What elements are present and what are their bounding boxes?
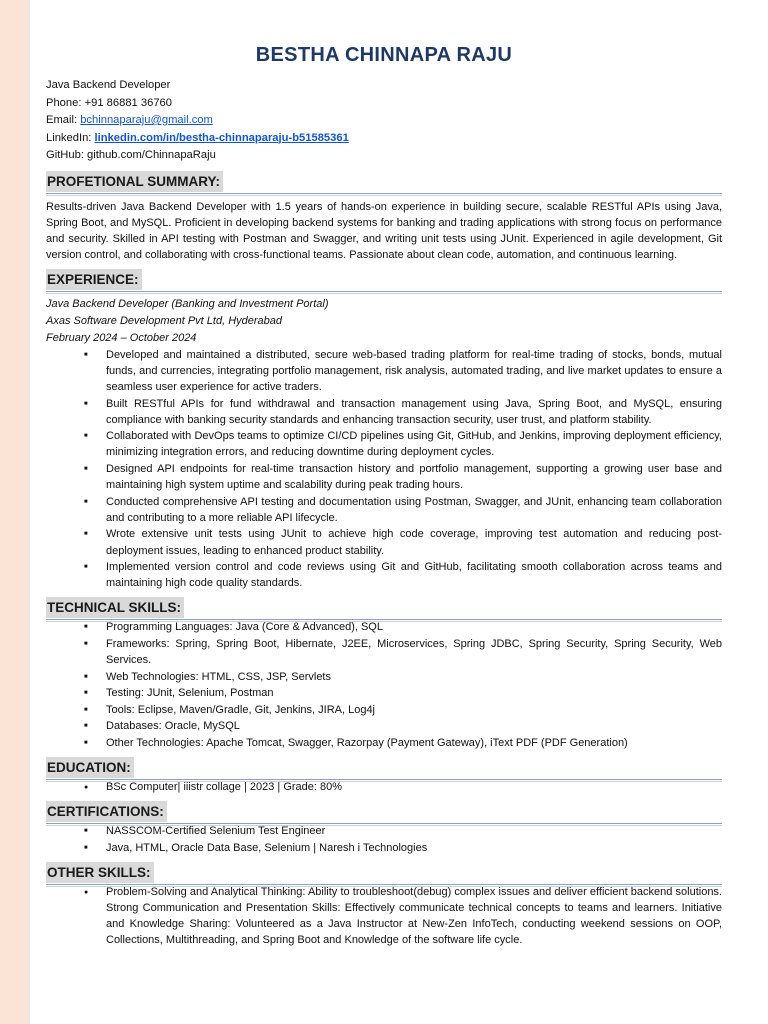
page-edge [28, 0, 30, 1024]
square-bullet-icon [84, 718, 88, 736]
other-skills-title: OTHER SKILLS: [46, 862, 154, 883]
experience-bullet [46, 494, 722, 526]
job-position: Java Backend Developer (Banking and Investment Portal) [46, 297, 329, 310]
square-bullet-icon [84, 735, 88, 753]
phone-label: Phone: [46, 96, 85, 109]
skill-item [46, 718, 722, 734]
experience-heading [46, 269, 722, 291]
skills-title: TECHNICAL SKILLS: [46, 597, 184, 618]
experience-bullet [46, 396, 722, 428]
square-bullet-icon [84, 428, 88, 446]
github-value: github.com/ChinnapaRaju [87, 149, 216, 161]
square-bullet-icon [84, 685, 88, 703]
experience-header [46, 296, 722, 347]
square-bullet-icon [84, 461, 88, 479]
summary-text: Results-driven Java Backend Developer with 1.5 years of hands-on experience in building secure, scalable RESTful APIs using Java, Spring Boot, and MySQL. Proficient in developing backend systems for banking and trading applications with strong focus on performance and security. Skilled in API testing with Postman and Swagger, and writing unit tests using JUnit. Experienced in agile development, Git version control, and collaborating with cross-functional teams. Passionate about clean code, automation, and continuous learning. [46, 200, 722, 261]
skill-text: Programming Languages: Java (Core & Advanced), SQL [106, 621, 383, 634]
square-bullet-icon [84, 823, 88, 841]
job-dates: February 2024 – October 2024 [46, 331, 197, 344]
role-line: Java Backend Developer [46, 79, 171, 91]
bullet-text: Designed API endpoints for real-time transaction history and portfolio management, supporting a growing user base and maintaining high system uptime and scalability during peak trading hours. [106, 463, 722, 492]
bullet-text: Built RESTful APIs for fund withdrawal and transaction management using Java, Spring Boot, and MySQL, ensuring compliance with banking security standards and enhancing transaction security, user trust, and platform stability. [106, 397, 722, 426]
skill-item [46, 619, 722, 635]
square-bullet-icon [84, 526, 88, 544]
certification-item [46, 823, 722, 839]
bullet-text: Implemented version control and code reviews using Git and GitHub, facilitating smooth collaboration across teams and maintaining high code quality standards. [106, 561, 722, 590]
certifications-list [46, 823, 722, 856]
certifications-title: CERTIFICATIONS: [46, 801, 167, 822]
linkedin-link[interactable]: linkedin.com/in/bestha-chinnaparaju-b51585361 [94, 131, 349, 144]
other-skills-heading [46, 862, 722, 884]
other-skill-item [46, 884, 722, 948]
skills-heading [46, 597, 722, 619]
bullet-text: Conducted comprehensive API testing and documentation using Postman, Swagger, and JUnit, enhancing team collaboration and contributing to a more reliable API lifecycle. [106, 495, 722, 524]
skill-text: Databases: Oracle, MySQL [106, 720, 240, 733]
email-line [46, 112, 722, 130]
certification-item [46, 840, 722, 856]
skill-item [46, 685, 722, 701]
square-bullet-icon [84, 702, 88, 720]
certification-text: Java, HTML, Oracle Data Base, Selenium | Naresh i Technologies [106, 841, 428, 854]
education-text: BSc Computer| iiistr collage | 2023 | Grade: 80% [106, 781, 343, 794]
round-bullet-icon [84, 884, 88, 902]
square-bullet-icon [84, 396, 88, 414]
experience-title: EXPERIENCE: [46, 269, 142, 290]
candidate-name: BESTHA CHINNAPA RAJU [255, 44, 513, 66]
section-rule-shadow [46, 293, 722, 294]
left-margin-band [0, 0, 28, 1024]
linkedin-line [46, 130, 722, 148]
skill-text: Other Technologies: Apache Tomcat, Swagger, Razorpay (Payment Gateway), iText PDF (PDF Generation) [106, 736, 628, 749]
skill-text: Tools: Eclipse, Maven/Gradle, Git, Jenkins, JIRA, Log4j [106, 703, 376, 716]
round-bullet-icon [84, 779, 88, 797]
summary-title: PROFETIONAL SUMMARY: [46, 171, 223, 192]
github-line [46, 147, 722, 165]
bullet-text: Collaborated with DevOps teams to optimize CI/CD pipelines using Git, GitHub, and Jenkins, improving deployment efficiency, minimizing integration errors, and reducing downtime during deployment cycles. [106, 430, 722, 459]
skill-item [46, 702, 722, 718]
section-rule [46, 291, 722, 292]
certification-text: NASSCOM-Certified Selenium Test Engineer [106, 825, 326, 838]
education-heading [46, 757, 722, 779]
job-company: Axas Software Development Pvt Ltd, Hyderabad [46, 314, 283, 327]
skill-text: Testing: JUnit, Selenium, Postman [106, 687, 274, 700]
education-list [46, 779, 722, 795]
education-item [46, 779, 722, 795]
square-bullet-icon [84, 494, 88, 512]
email-link[interactable]: bchinnaparaju@gmail.com [80, 114, 213, 126]
contact-block [46, 77, 722, 165]
skill-text: Web Technologies: HTML, CSS, JSP, Servlets [106, 670, 331, 683]
skill-item [46, 636, 722, 668]
other-skills-list [46, 884, 722, 948]
certifications-heading [46, 801, 722, 823]
bullet-text: Developed and maintained a distributed, secure web-based trading platform for real-time trading of stocks, bonds, mutual funds, and currencies, integrating portfolio management, risk analysis, automated trading, and live market updates to ensure a seamless user experience for active traders. [106, 348, 722, 394]
email-label: Email: [46, 114, 81, 126]
resume-page [46, 44, 722, 949]
skill-text: Frameworks: Spring, Spring Boot, Hibernate, J2EE, Microservices, Spring JDBC, Spring Security, Spring Security, Web Services. [106, 637, 722, 666]
skills-list [46, 619, 722, 751]
skill-item [46, 735, 722, 751]
github-label: GitHub: [46, 149, 88, 161]
education-title: EDUCATION: [46, 757, 134, 778]
square-bullet-icon [84, 619, 88, 637]
experience-bullet [46, 526, 722, 558]
experience-bullet [46, 347, 722, 395]
experience-bullet [46, 428, 722, 460]
square-bullet-icon [84, 636, 88, 654]
summary-heading [46, 171, 722, 193]
linkedin-label: LinkedIn: [46, 131, 95, 144]
experience-bullet [46, 461, 722, 493]
experience-bullet [46, 559, 722, 591]
bullet-text: Wrote extensive unit tests using JUnit to achieve high code coverage, improving test automation and reducing post-deployment issues, leading to enhanced product stability. [106, 528, 722, 557]
experience-bullets [46, 347, 722, 591]
square-bullet-icon [84, 840, 88, 858]
other-skill-text: Problem-Solving and Analytical Thinking: Ability to troubleshoot(debug) complex issues and deliver efficient backend solutions. Strong Communication and Presentation Skills: Effectively communicate technical concepts to teams and learners. Initiative and Knowledge Sharing: Volunteered as a Java Instructor at New-Zen InfoTech, conducting weekend sessions on OOP, Collections, Multithreading, and Spring Boot and Knowledge of the software life cycle. [106, 885, 722, 947]
square-bullet-icon [84, 347, 88, 365]
square-bullet-icon [84, 559, 88, 577]
phone-value: +91 86881 36760 [84, 96, 172, 109]
square-bullet-icon [84, 669, 88, 687]
skill-item [46, 669, 722, 685]
section-rule [46, 193, 722, 194]
phone-line [46, 95, 722, 113]
section-rule-shadow [46, 195, 722, 196]
